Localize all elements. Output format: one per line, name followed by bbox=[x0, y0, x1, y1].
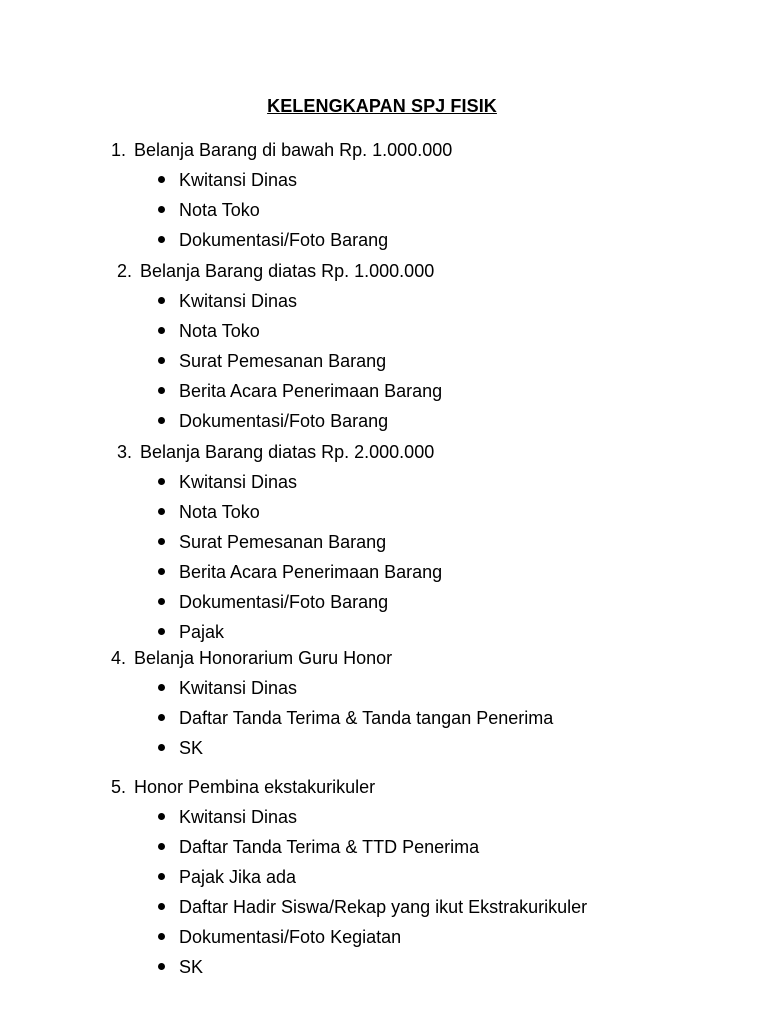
list-item-text: Kwitansi Dinas bbox=[179, 472, 298, 492]
list-item bbox=[0, 733, 768, 763]
list-item-text: Berita Acara Penerimaan Barang bbox=[179, 562, 443, 582]
list-item-text: Surat Pemesanan Barang bbox=[179, 532, 387, 552]
bullet-icon bbox=[158, 843, 165, 850]
list-item bbox=[0, 557, 768, 587]
list-item bbox=[0, 802, 768, 832]
section-heading-text: Belanja Barang diatas Rp. 2.000.000 bbox=[140, 442, 435, 462]
list-item bbox=[0, 922, 768, 952]
list-item bbox=[0, 832, 768, 862]
bullet-icon bbox=[158, 568, 165, 575]
list-item bbox=[0, 376, 768, 406]
bullet-icon bbox=[158, 357, 165, 364]
list-item-text: Daftar Tanda Terima & TTD Penerima bbox=[179, 837, 480, 857]
bullet-icon bbox=[158, 297, 165, 304]
bullet-icon bbox=[158, 236, 165, 243]
bullet-icon bbox=[158, 206, 165, 213]
bullet-list bbox=[0, 165, 768, 255]
list-item-text: Surat Pemesanan Barang bbox=[179, 351, 387, 371]
list-item-text: Kwitansi Dinas bbox=[179, 807, 298, 827]
bullet-list bbox=[0, 467, 768, 647]
list-item bbox=[0, 286, 768, 316]
section-heading-text: Belanja Honorarium Guru Honor bbox=[134, 648, 393, 668]
bullet-icon bbox=[158, 813, 165, 820]
bullet-icon bbox=[158, 933, 165, 940]
list-item bbox=[0, 346, 768, 376]
list-item bbox=[0, 673, 768, 703]
bullet-list bbox=[0, 673, 768, 763]
list-item-text: Kwitansi Dinas bbox=[179, 170, 298, 190]
list-item bbox=[0, 587, 768, 617]
bullet-icon bbox=[158, 508, 165, 515]
list-item-text: Dokumentasi/Foto Barang bbox=[179, 592, 389, 612]
list-item-text: SK bbox=[179, 738, 204, 758]
bullet-list bbox=[0, 286, 768, 436]
section-heading bbox=[0, 643, 768, 673]
list-item bbox=[0, 165, 768, 195]
list-item-text: Daftar Hadir Siswa/Rekap yang ikut Ekstrakurikuler bbox=[179, 897, 588, 917]
section-heading bbox=[0, 256, 768, 286]
section-4 bbox=[0, 643, 768, 763]
bullet-icon bbox=[158, 873, 165, 880]
bullet-icon bbox=[158, 744, 165, 751]
section-number: 3. bbox=[117, 442, 133, 462]
bullet-icon bbox=[158, 478, 165, 485]
section-5 bbox=[0, 772, 768, 982]
section-heading bbox=[0, 135, 768, 165]
list-item bbox=[0, 406, 768, 436]
list-item-text: Kwitansi Dinas bbox=[179, 678, 298, 698]
bullet-icon bbox=[158, 684, 165, 691]
list-item bbox=[0, 467, 768, 497]
list-item-text: Dokumentasi/Foto Barang bbox=[179, 230, 389, 250]
bullet-list bbox=[0, 802, 768, 982]
document-title: KELENGKAPAN SPJ FISIK bbox=[267, 96, 497, 116]
list-item-text: Berita Acara Penerimaan Barang bbox=[179, 381, 443, 401]
list-item bbox=[0, 316, 768, 346]
list-item-text: Nota Toko bbox=[179, 200, 260, 220]
list-item bbox=[0, 497, 768, 527]
bullet-icon bbox=[158, 387, 165, 394]
list-item-text: Dokumentasi/Foto Barang bbox=[179, 411, 389, 431]
list-item bbox=[0, 225, 768, 255]
list-item bbox=[0, 703, 768, 733]
bullet-icon bbox=[158, 714, 165, 721]
bullet-icon bbox=[158, 538, 165, 545]
list-item-text: Pajak Jika ada bbox=[179, 867, 297, 887]
list-item bbox=[0, 195, 768, 225]
bullet-icon bbox=[158, 417, 165, 424]
section-2 bbox=[0, 256, 768, 436]
section-3 bbox=[0, 437, 768, 647]
list-item-text: Nota Toko bbox=[179, 321, 260, 341]
list-item bbox=[0, 862, 768, 892]
list-item-text: Daftar Tanda Terima & Tanda tangan Penerima bbox=[179, 708, 554, 728]
bullet-icon bbox=[158, 963, 165, 970]
list-item-text: SK bbox=[179, 957, 204, 977]
list-item bbox=[0, 952, 768, 982]
bullet-icon bbox=[158, 176, 165, 183]
section-heading-text: Belanja Barang di bawah Rp. 1.000.000 bbox=[134, 140, 453, 160]
section-number: 1. bbox=[111, 140, 127, 160]
bullet-icon bbox=[158, 628, 165, 635]
list-item bbox=[0, 527, 768, 557]
section-number: 5. bbox=[111, 777, 127, 797]
bullet-icon bbox=[158, 598, 165, 605]
section-heading-text: Honor Pembina ekstakurikuler bbox=[134, 777, 376, 797]
bullet-icon bbox=[158, 903, 165, 910]
section-heading bbox=[0, 437, 768, 467]
list-item-text: Kwitansi Dinas bbox=[179, 291, 298, 311]
list-item-text: Nota Toko bbox=[179, 502, 260, 522]
bullet-icon bbox=[158, 327, 165, 334]
list-item bbox=[0, 892, 768, 922]
section-number: 2. bbox=[117, 261, 133, 281]
list-item-text: Pajak bbox=[179, 622, 225, 642]
section-heading bbox=[0, 772, 768, 802]
section-1 bbox=[0, 135, 768, 255]
section-number: 4. bbox=[111, 648, 127, 668]
section-heading-text: Belanja Barang diatas Rp. 1.000.000 bbox=[140, 261, 435, 281]
list-item-text: Dokumentasi/Foto Kegiatan bbox=[179, 927, 402, 947]
